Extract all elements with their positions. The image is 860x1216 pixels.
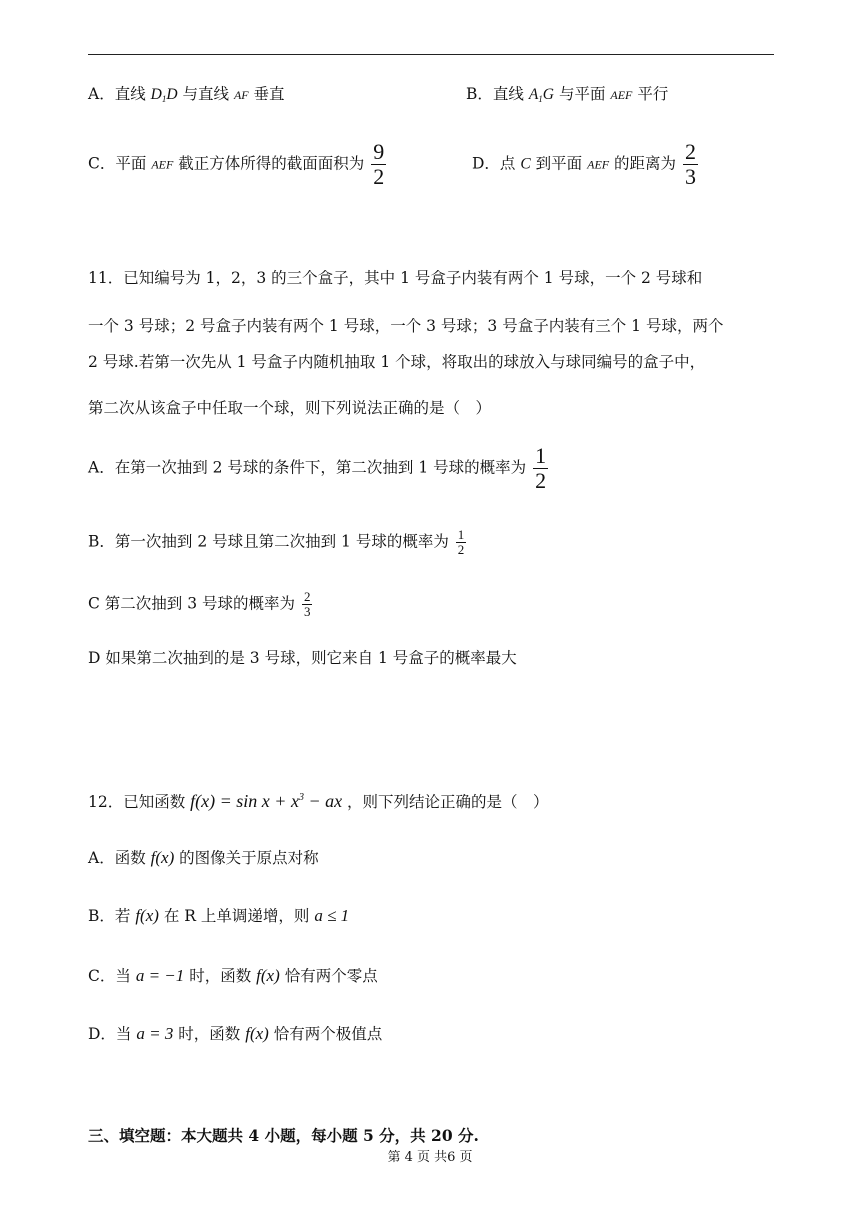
section-heading: 三、填空题：本大题共 4 小题，每小题 5 分，共 20 分. [88,1126,479,1145]
q10-option-c: C．平面 AEF 截正方体所得的截面面积为 $\frac{9}{2}$ [88,139,385,189]
fraction: $\frac{1}{2}$ [535,443,547,493]
q12-option-a: A．函数 f(x) 的图像关于原点对称 [88,848,319,867]
fraction: $\frac{2}{3}$ [303,589,311,619]
q12-stem: 12．已知函数 $f(x) = \sin x + x^3$ − ax ，则下列结论正确的是（ ） [88,791,549,811]
q10-option-a: A．直线 $D_1D$ 与直线 AF 垂直 [88,85,285,104]
fraction: $\frac{1}{2}$ [457,527,465,557]
q11-option-c: C 第二次抽到 3 号球的概率为 $\frac{2}{3}$ [88,589,311,619]
q11-stem-line-2: 一个 3 号球；2 号盒子内装有两个 1 号球，一个 3 号球；3 号盒子内装有三个 1 号球，两个 [88,317,724,335]
q12-option-c: C．当 a = −1 时，函数 f(x) 恰有两个零点 [88,966,378,985]
q12-option-b: B．若 f(x) 在 R 上单调递增，则 a ≤ 1 [88,906,350,925]
page-footer: 第 4 页 共6 页 [387,1150,473,1165]
q12-option-d: D．当 a = 3 时，函数 f(x) 恰有两个极值点 [88,1024,383,1043]
q10-option-d: D．点 C 到平面 AEF 的距离为 $\frac{2}{3}$ [472,139,696,189]
q11-option-a: A．在第一次抽到 2 号球的条件下，第二次抽到 1 号球的概率为 $\frac{1}{2}$ [88,443,547,493]
q10-option-b: B．直线 $A_1G$ 与平面 AEF 平行 [466,85,669,104]
q11-option-d: D 如果第二次抽到的是 3 号球，则它来自 1 号盒子的概率最大 [88,649,517,667]
header-rule [88,54,774,55]
q11-option-b: B．第一次抽到 2 号球且第二次抽到 1 号球的概率为 $\frac{1}{2}$ [88,527,465,557]
q11-stem-line-1: 11．已知编号为 1，2，3 的三个盒子，其中 1 号盒子内装有两个 1 号球，一个 2 号球和 [88,269,703,287]
q11-stem-line-4: 第二次从该盒子中任取一个球，则下列说法正确的是（ ） [88,399,492,417]
fraction: $\frac{2}{3}$ [685,139,696,189]
q11-stem-line-3: 2 号球.若第一次先从 1 号盒子内随机抽取 1 个球，将取出的球放入与球同编号的盒子中， [88,353,706,371]
fraction: $\frac{9}{2}$ [373,139,385,189]
